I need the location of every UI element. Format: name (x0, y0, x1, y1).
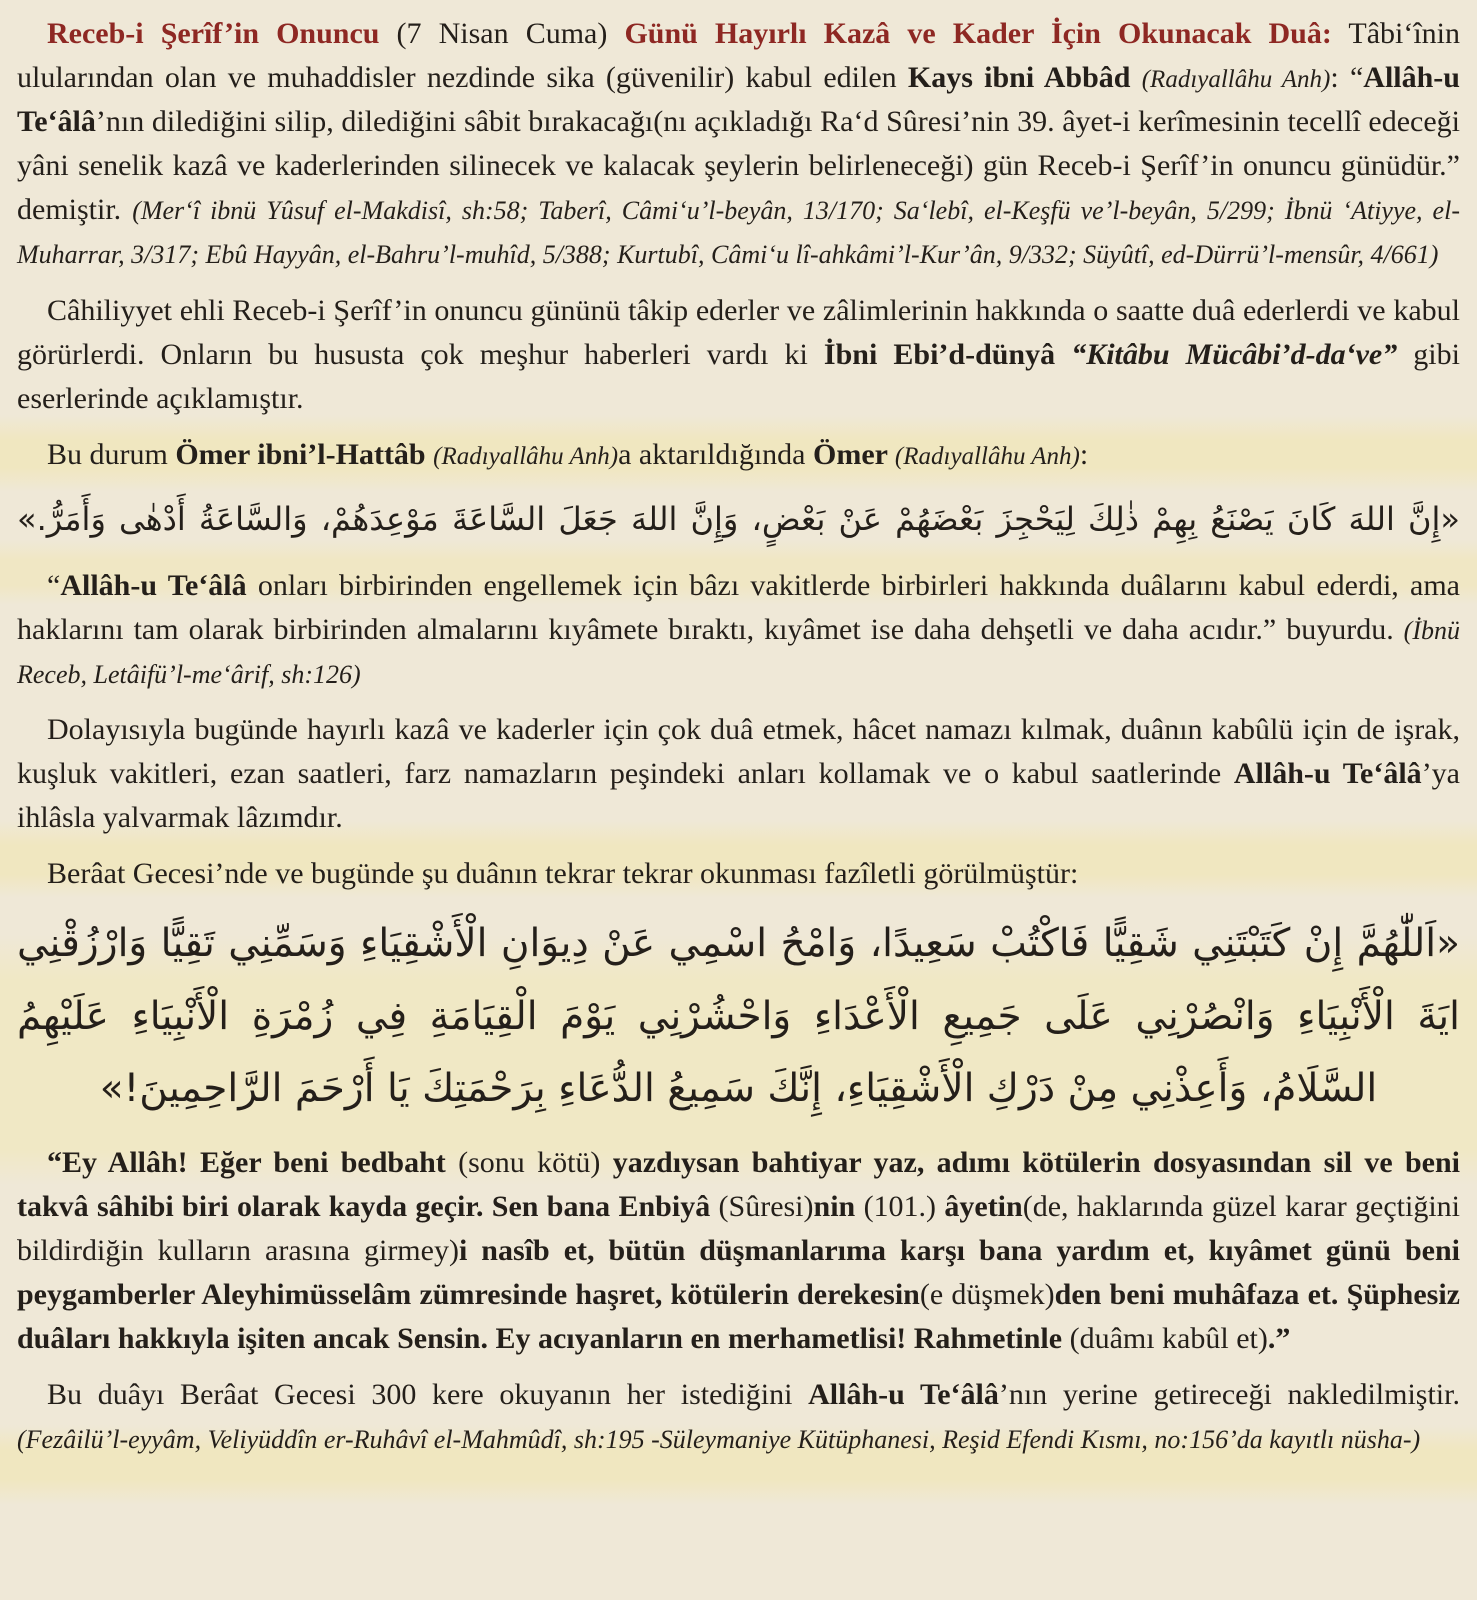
text-run: Ömer (813, 437, 895, 471)
text-run: (de, haklarında güzel karar geçtiğini bildirdiğin kulların arasına girmey) (17, 1189, 1460, 1267)
arabic-prayer-block (17, 908, 1460, 1124)
text-run: Kays ibni Abbâd (907, 61, 1142, 95)
text-run: Allâh-u Te‘âlâ (808, 1378, 999, 1412)
paragraph-closing-note (17, 1373, 1460, 1461)
text-run: (duâmı kabûl et) (1069, 1322, 1268, 1356)
text-run: (7 Nisan Cuma) (379, 17, 625, 50)
paragraph-cahiliyyet (17, 289, 1460, 421)
text-run: Allâh-u Te‘âlâ (17, 61, 1460, 139)
text-run: ’ya ihlâsla yalvarmak lâzımdır. (17, 757, 1460, 835)
text-run: (Sûresi) (718, 1189, 814, 1223)
paragraph-prayer-translation (17, 1141, 1460, 1361)
text-run: (sonu kötü) (458, 1145, 613, 1179)
text-run: ’nın yerine getireceği nakledilmiştir. (998, 1378, 1460, 1412)
text-run: “Ey Allâh! Eğer beni bedbaht (47, 1145, 459, 1179)
text-run: Bu durum (47, 437, 176, 471)
text-run: (Radıyallâhu Anh) (1141, 66, 1331, 94)
paragraph-omer-report (17, 433, 1460, 477)
text-run: Günü Hayırlı Kazâ ve Kader İçin Okunacak Duâ: (624, 17, 1332, 50)
paragraph-dua-advice (17, 708, 1460, 840)
text-run: (Mer‘î ibnü Yûsuf el-Makdisî, sh:58; Taberî, Câmi‘u’l-beyân, 13/170; Sa‘lebî, el-Keşfü ve’l-beyân, 5/299; İbnü ‘Atiyye, el-Muharrar, 3/317; Ebû Hayyân, el-Bahru’l-muhîd, 5/388; Kurtubî, Câmi‘u lî-ahkâmi’l-Kur’ân, 9/332; Süyûtî, ed-Dürrü’l-mensûr, 4/661) (17, 196, 1460, 270)
paragraph-heading-intro (17, 12, 1460, 277)
text-run: Dolayısıyla bugünde hayırlı kazâ ve kaderler için çok duâ etmek, hâcet namazı kılmak, duânın kabûlü için de işrak, kuşluk vakitleri, ezan saatleri, farz namazların peşindeki anları kollamak ve o kabul saatlerinde (17, 713, 1460, 791)
text-run: Bu duâyı Berâat Gecesi 300 kere okuyanın her istediğini (47, 1378, 809, 1412)
text-run: (101.) (863, 1189, 945, 1223)
text-run: (Radıyallâhu Anh) (894, 442, 1080, 470)
text-run: Ömer ibni’l-Hattâb (175, 437, 434, 471)
text-run: âyetin (944, 1189, 1023, 1223)
text-run: Allâh-u Te‘âlâ (1233, 757, 1422, 791)
arabic-prayer-line-1: «اَللّٰهُمَّ إِنْ كَتَبْتَنِي شَقِيًّا فَاكْتُبْ سَعِيدًا، وَامْحُ اسْمِي عَنْ دِيوَانِ الْأَشْقِيَاءِ وَسَمِّنِي تَقِيًّا وَارْزُقْنِي (17, 921, 1460, 967)
text-run: (e düşmek) (919, 1278, 1055, 1312)
text-run: “ (47, 568, 61, 602)
text-run: : “ (1330, 61, 1364, 95)
text-run: nin (813, 1189, 864, 1223)
text-run: i nasîb et, bütün düşmanlarıma karşı bana yardım et, kıyâmet günü beni peygamberler Aleyhimüsselâm zümresinde haşret, kötülerin derekesin (17, 1234, 1461, 1312)
text-run: yazdıysan bahtiyar yaz, adımı kötülerin dosyasından sil ve beni takvâ sâhibi biri olarak kayda geçir. Sen bana Enbiyâ (17, 1145, 1460, 1223)
text-run: Receb-i Şerîf’in Onuncu (47, 17, 380, 50)
arabic-prayer-line-3: السَّلَامُ، وَأَعِذْنِي مِنْ دَرْكِ الْأَشْقِيَاءِ، إِنَّكَ سَمِيعُ الدُّعَاءِ بِرَحْمَتِكَ يَا أَرْحَمَ الرَّاحِمِينَ!» (99, 1065, 1378, 1111)
text-run: (Fezâilü’l-eyyâm, Veliyüddîn er-Ruhâvî el-Mahmûdî, sh:195 -Süleymaniye Kütüphanesi, Reşid Efendi Kısmı, no:156’da kayıtlı nüsha-) (17, 1425, 1421, 1455)
text-run: (Radıyallâhu Anh) (433, 442, 619, 470)
text-run: (İbnü Receb, Letâifü’l-me‘ârif, sh:126) (17, 615, 1460, 689)
paragraph-hadith-translation (17, 564, 1460, 696)
paragraph-beraat-intro (17, 852, 1460, 896)
text-run: Berâat Gecesi’nde ve bugünde şu duânın tekrar tekrar okunması fazîletli görülmüştür: (47, 857, 1079, 891)
text-run: onları birbirinden engellemek için bâzı vakitlerde birbirleri hakkında duâlarını kabul ederdi, ama haklarını tam olarak birbirinden almalarını kıyâmete bıraktı, kıyâmet ise daha dehşetli ve daha acıdır.” buyurdu. (17, 568, 1460, 646)
text-run: Câhiliyyet ehli Receb-i Şerîf’in onuncu gününü tâkip ederler ve zâlimlerinin hakkında o saatte duâ ederlerdi ve kabul görürlerdi. Onların bu hususta çok meşhur haberleri vardı ki (17, 293, 1460, 371)
text-run: Allâh-u Te‘âlâ (60, 568, 247, 602)
text-run: ’nın dilediğini silip, dilediğini sâbit bırakacağı(nı açıkladığı Ra‘d Sûresi’nin 39. âyet-i kerîmesinin tecellî edeceği yâni senelik kazâ ve kaderlerinden silinecek ve kalacak şeylerin belirleneceği) gün Receb-i Şerîf’in onuncu günüdür.” demiştir. (17, 105, 1460, 227)
text-run: a aktarıldığında (618, 437, 813, 471)
text-run: den beni muhâfaza et. Şüphesiz duâları hakkıyla işiten ancak Sensin. Ey acıyanların en merhametlisi! Rahmetinle (17, 1278, 1460, 1356)
text-run: : (1079, 437, 1089, 471)
arabic-prayer-line-2: ايَةَ الْأَنْبِيَاءِ وَانْصُرْنِي عَلَى جَمِيعِ الْأَعْدَاءِ وَاحْشُرْنِي يَوْمَ الْقِيَامَةِ فِي زُمْرَةِ الْأَنْبِيَاءِ عَلَيْهِمُ (17, 993, 1460, 1039)
text-run: .” (1267, 1322, 1291, 1356)
text-run: “Kitâbu Mücâbi’d-da‘ve” (1071, 337, 1398, 371)
text-run: gibi eserlerinde açıklamıştır. (17, 337, 1460, 415)
text-run: İbni Ebi’d-dünyâ (823, 337, 1072, 371)
text-run: Tâbi‘înin ulularından olan ve muhaddisler nezdinde sika (güvenilir) kabul edilen (17, 17, 1461, 95)
arabic-hadith-line: «إِنَّ اللهَ كَانَ يَصْنَعُ بِهِمْ ذٰلِكَ لِيَحْجِزَ بَعْضَهُمْ عَنْ بَعْضٍ، وَإِنَّ اللهَ جَعَلَ السَّاعَةَ مَوْعِدَهُمْ، وَالسَّاعَةُ أَدْهٰى وَأَمَرُّ.» (17, 499, 1460, 538)
